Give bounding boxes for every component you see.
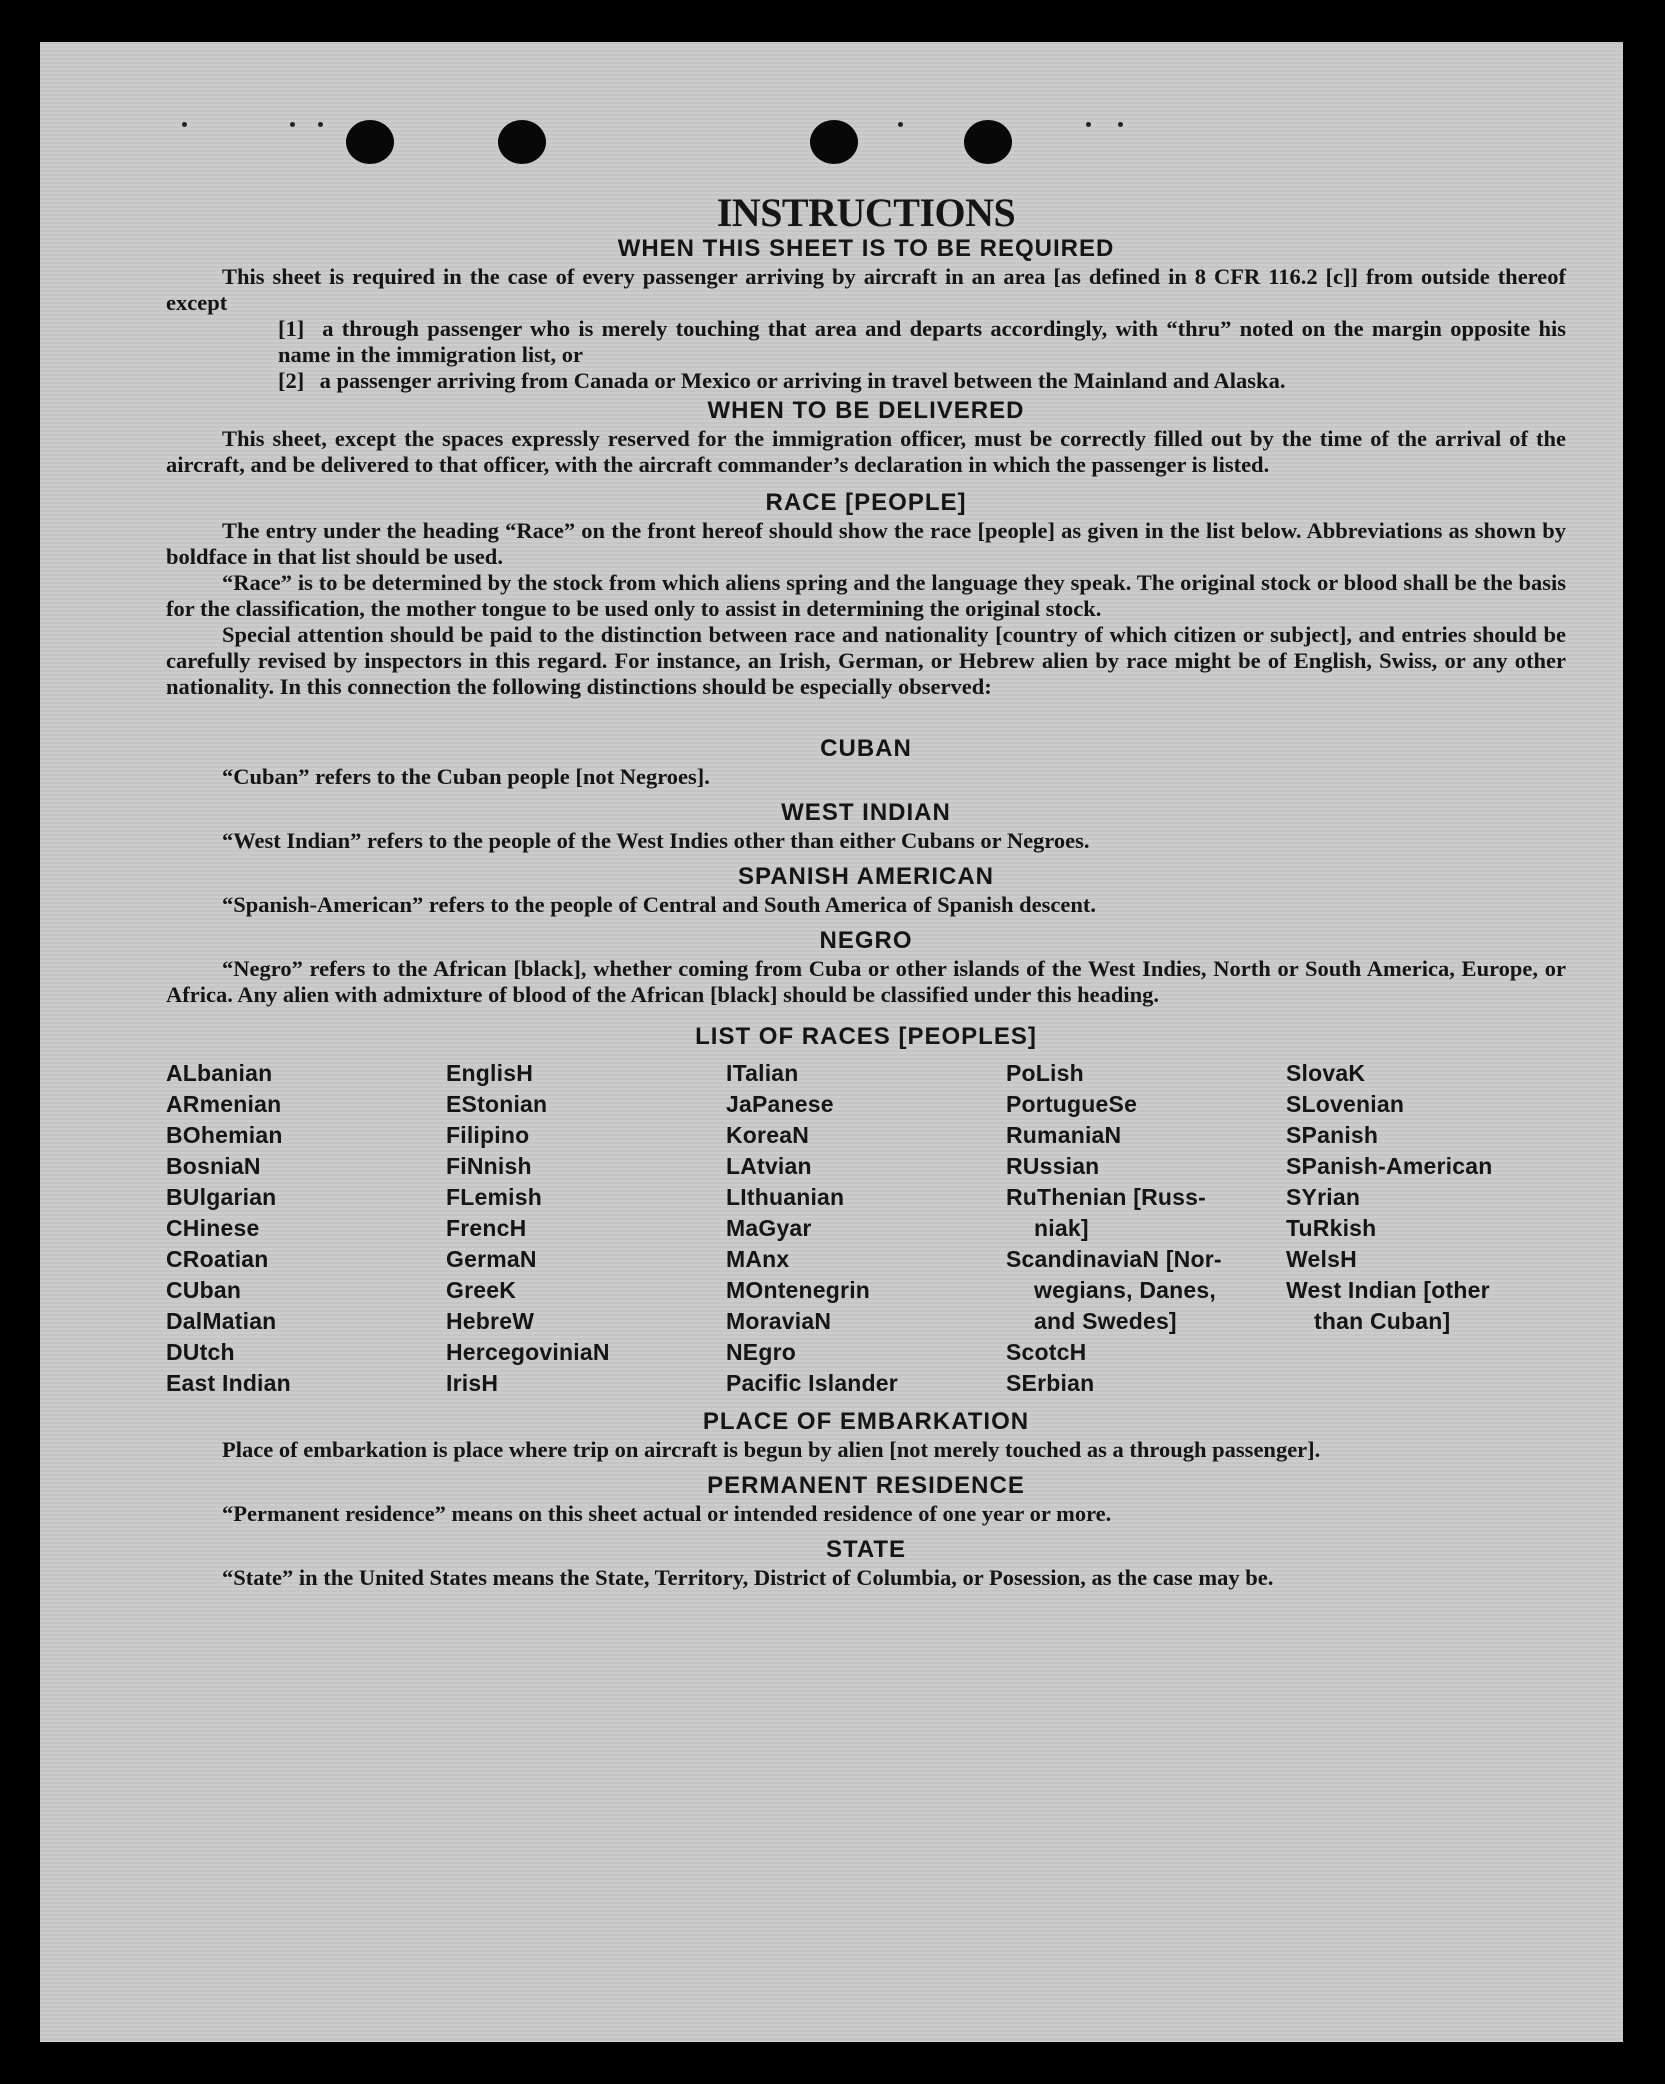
paragraph: “Negro” refers to the African [black], whether coming from Cuba or other islands of the West Indies, North or South America, Europe, or Africa. Any alien with admixture of blood of the African [black] should be classified under this heading. — [166, 956, 1566, 1007]
race-item: and Swedes] — [1034, 1308, 1177, 1334]
races-column — [166, 1058, 446, 1399]
speck — [182, 122, 187, 127]
punch-hole — [498, 120, 546, 164]
race-item: RumaniaN — [1006, 1122, 1122, 1148]
race-item: SPanish-American — [1286, 1153, 1493, 1179]
section-heading: STATE — [825, 1536, 907, 1563]
paragraph: “Race” is to be determined by the stock from which aliens spring and the language they speak. The original stock or blood shall be the basis for the classification, the mother tongue to be used only to assist in determining the original stock. — [166, 570, 1566, 621]
race-item: MaGyar — [726, 1215, 812, 1241]
race-item: DUtch — [166, 1339, 235, 1365]
race-item: Filipino — [446, 1122, 530, 1148]
race-item: JaPanese — [726, 1091, 834, 1117]
section-heading: WHEN TO BE DELIVERED — [707, 397, 1025, 424]
race-item: FrencH — [446, 1215, 527, 1241]
punch-hole — [964, 120, 1012, 164]
race-item: East Indian — [166, 1370, 291, 1396]
section-heading: WEST INDIAN — [781, 799, 951, 826]
race-item: SErbian — [1006, 1370, 1095, 1396]
section-heading: CUBAN — [820, 735, 912, 762]
races-list — [166, 1058, 1566, 1399]
race-item: MOntenegrin — [726, 1277, 871, 1303]
race-item: DalMatian — [166, 1308, 277, 1334]
paragraph: This sheet is required in the case of every passenger arriving by aircraft in an area [as defined in 8 CFR 116.2 [c]] from outside thereof except — [166, 264, 1566, 315]
section-heading: RACE [PEOPLE] — [765, 489, 967, 516]
paragraph: “Spanish-American” refers to the people of Central and South America of Spanish descent. — [222, 892, 1096, 917]
paragraph: “Permanent residence” means on this sheet actual or intended residence of one year or more. — [222, 1501, 1112, 1526]
section-heading: PERMANENT RESIDENCE — [707, 1472, 1025, 1499]
race-item: than Cuban] — [1314, 1308, 1451, 1334]
item-number: [2] — [278, 368, 305, 393]
race-item: KoreaN — [726, 1122, 810, 1148]
race-item: niak] — [1034, 1215, 1089, 1241]
races-column — [1006, 1058, 1286, 1399]
paragraph: Special attention should be paid to the distinction between race and nationality [country of which citizen or subject], and entries should be carefully revised by inspectors in this regard. For instance, an Irish, German, or Hebrew alien by race might be of English, Swiss, or any other nationality. In this connection the following distinctions should be especially observed: — [166, 622, 1566, 699]
paragraph: Place of embarkation is place where trip on aircraft is begun by alien [not merely touched as a through passenger]. — [222, 1437, 1321, 1462]
race-item: wegians, Danes, — [1034, 1277, 1216, 1303]
punch-hole — [346, 120, 394, 164]
race-item: RuThenian [Russ- — [1006, 1184, 1206, 1210]
race-item: EStonian — [446, 1091, 548, 1117]
race-item: BUlgarian — [166, 1184, 277, 1210]
item-text: a passenger arriving from Canada or Mexico or arriving in travel between the Mainland and Alaska. — [319, 368, 1286, 393]
document-sheet — [40, 42, 1623, 2042]
section-heading: NEGRO — [819, 927, 913, 954]
race-item: ALbanian — [166, 1060, 273, 1086]
race-item: MoraviaN — [726, 1308, 832, 1334]
races-column — [726, 1058, 1006, 1399]
race-item: SYrian — [1286, 1184, 1361, 1210]
speck — [1118, 122, 1123, 127]
race-item: PortugueSe — [1006, 1091, 1138, 1117]
race-item: BosniaN — [166, 1153, 261, 1179]
paragraph: The entry under the heading “Race” on the front hereof should show the race [people] as given in the list below. Abbreviations as shown by boldface in that list should be used. — [166, 518, 1566, 569]
race-item: NEgro — [726, 1339, 796, 1365]
race-item: HercegoviniaN — [446, 1339, 610, 1365]
race-item: BOhemian — [166, 1122, 283, 1148]
races-column — [1286, 1058, 1566, 1399]
race-item: GermaN — [446, 1246, 537, 1272]
list-item — [278, 316, 1566, 368]
list-item — [278, 368, 1566, 394]
race-item: CUban — [166, 1277, 242, 1303]
paragraph: This sheet, except the spaces expressly reserved for the immigration officer, must be correctly filled out by the time of the arrival of the aircraft, and be delivered to that officer, with the aircraft commander’s declaration in which the passenger is listed. — [166, 426, 1566, 477]
race-item: ARmenian — [166, 1091, 282, 1117]
race-item: EnglisH — [446, 1060, 534, 1086]
race-item: ITalian — [726, 1060, 799, 1086]
race-item: HebreW — [446, 1308, 535, 1334]
race-item: LAtvian — [726, 1153, 812, 1179]
race-item: SlovaK — [1286, 1060, 1366, 1086]
race-item: LIthuanian — [726, 1184, 845, 1210]
instructions-content — [166, 192, 1566, 1591]
race-item: Pacific Islander — [726, 1370, 898, 1396]
race-item: CRoatian — [166, 1246, 269, 1272]
race-item: West Indian [other — [1286, 1277, 1490, 1303]
race-item: SLovenian — [1286, 1091, 1405, 1117]
races-column — [446, 1058, 726, 1399]
race-item: IrisH — [446, 1370, 499, 1396]
race-item: FiNnish — [446, 1153, 532, 1179]
races-heading: LIST OF RACES [PEOPLES] — [695, 1023, 1037, 1050]
race-item: SPanish — [1286, 1122, 1379, 1148]
item-text: a through passenger who is merely touching that area and departs accordingly, with “thru” noted on the margin opposite his name in the immigration list, or — [278, 316, 1567, 367]
race-item: MAnx — [726, 1246, 790, 1272]
speck — [898, 122, 903, 127]
punch-hole — [810, 120, 858, 164]
paragraph: “Cuban” refers to the Cuban people [not Negroes]. — [222, 764, 710, 789]
race-item: GreeK — [446, 1277, 517, 1303]
section-heading: WHEN THIS SHEET IS TO BE REQUIRED — [617, 235, 1115, 262]
race-item: PoLish — [1006, 1060, 1084, 1086]
race-item: RUssian — [1006, 1153, 1100, 1179]
page-title: INSTRUCTIONS — [716, 190, 1016, 235]
race-item: ScotcH — [1006, 1339, 1087, 1365]
item-number: [1] — [278, 316, 305, 341]
paragraph: “West Indian” refers to the people of the West Indies other than either Cubans or Negroes. — [222, 828, 1090, 853]
race-item: ScandinaviaN [Nor- — [1006, 1246, 1222, 1272]
section-heading: PLACE OF EMBARKATION — [702, 1408, 1030, 1435]
speck — [290, 122, 295, 127]
paragraph: “State” in the United States means the State, Territory, District of Columbia, or Posession, as the case may be. — [222, 1565, 1274, 1590]
speck — [1086, 122, 1091, 127]
race-item: CHinese — [166, 1215, 260, 1241]
race-item: FLemish — [446, 1184, 542, 1210]
section-heading: SPANISH AMERICAN — [737, 863, 994, 890]
race-item: WelsH — [1286, 1246, 1357, 1272]
race-item: TuRkish — [1286, 1215, 1377, 1241]
speck — [318, 122, 323, 127]
